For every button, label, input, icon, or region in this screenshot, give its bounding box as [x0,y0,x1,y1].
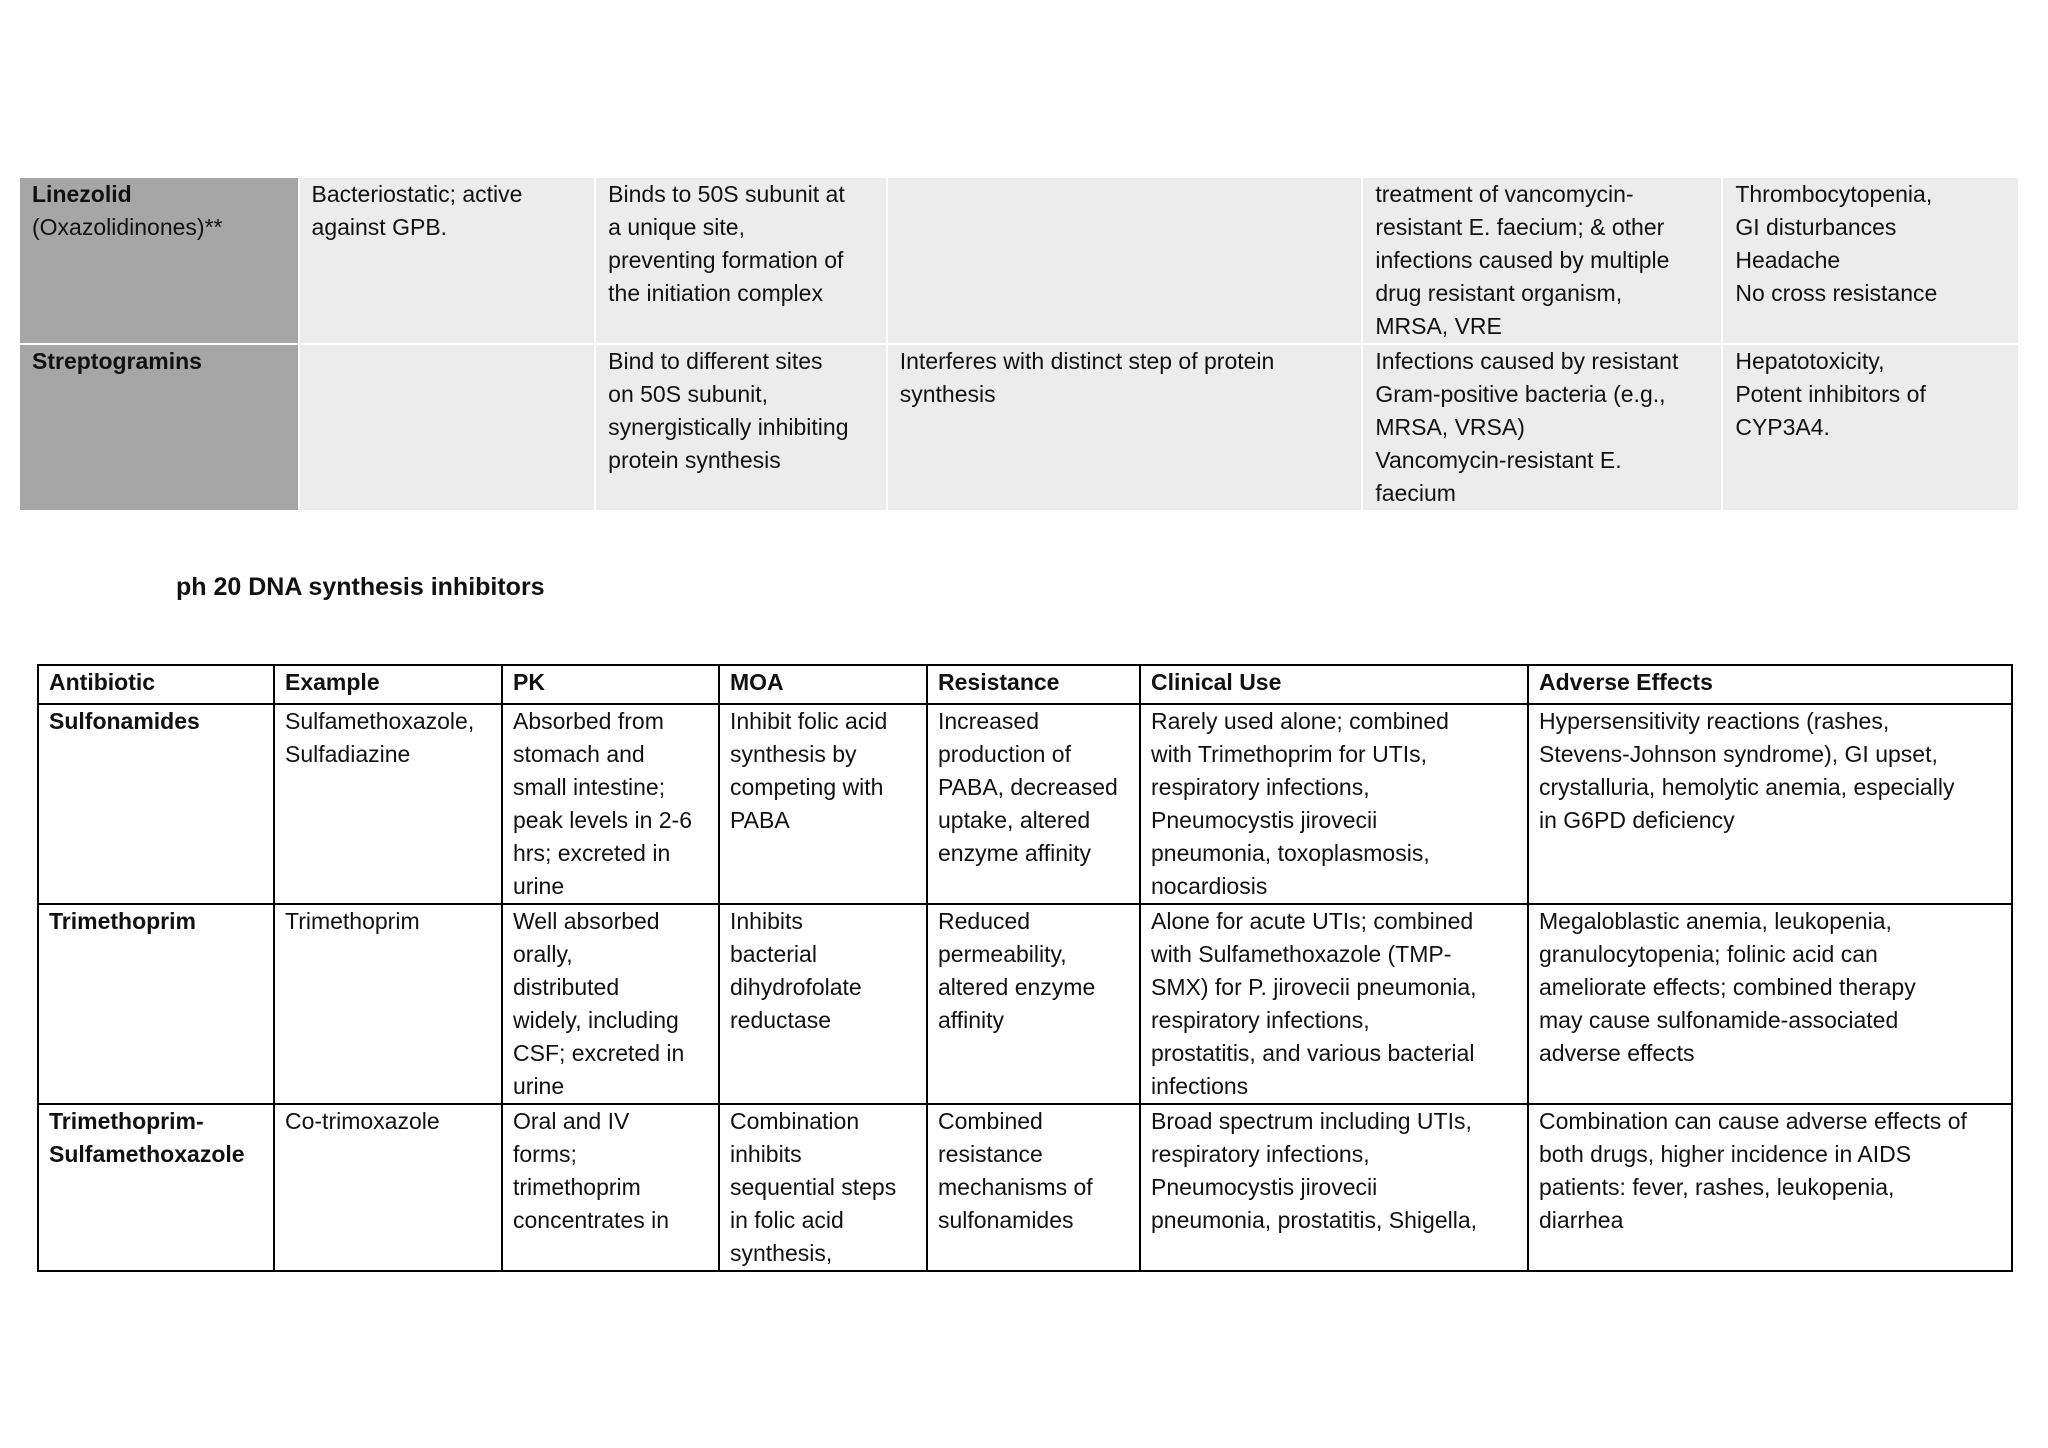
section-heading: ph 20 DNA synthesis inhibitors [176,573,545,601]
table-cell: Hepatotoxicity, Potent inhibitors of CYP3A4. [1722,344,2019,511]
pk-cell: Absorbed from stomach and small intestine; peak levels in 2-6 hrs; excreted in urine [502,704,719,904]
header-resistance: Resistance [927,665,1140,704]
antibiotic-cell: Trimethoprim [38,904,274,1104]
moa-cell: Combination inhibits sequential steps in folic acid synthesis, [719,1104,927,1271]
drug-name-cell [20,178,299,344]
adverse-effects-cell: Combination can cause adverse effects of both drugs, higher incidence in AIDS patients: fever, rashes, leukopenia, diarrhea [1528,1104,2012,1271]
header-moa: MOA [719,665,927,704]
antibiotic-cell: Sulfonamides [38,704,274,904]
pk-cell: Oral and IV forms; trimethoprim concentrates in [502,1104,719,1271]
example-cell: Sulfamethoxazole, Sulfadiazine [274,704,502,904]
table-row-sulfonamides [38,704,2012,904]
pk-cell: Well absorbed orally, distributed widely, including CSF; excreted in urine [502,904,719,1104]
table-row-streptogramins [20,344,2019,511]
table-cell [887,178,1363,344]
adverse-effects-cell: Megaloblastic anemia, leukopenia, granulocytopenia; folinic acid can ameliorate effects; combined therapy may cause sulfonamide-associated adverse effects [1528,904,2012,1104]
table-cell [299,344,596,511]
clinical-use-cell: Broad spectrum including UTIs, respiratory infections, Pneumocystis jirovecii pneumonia, prostatitis, Shigella, [1140,1104,1528,1271]
example-cell: Trimethoprim [274,904,502,1104]
table-cell: Bind to different sites on 50S subunit, synergistically inhibiting protein synthesis [595,344,887,511]
table-cell: Binds to 50S subunit at a unique site, preventing formation of the initiation complex [595,178,887,344]
header-clinical-use: Clinical Use [1140,665,1528,704]
table-header-row [38,665,2012,704]
adverse-effects-cell: Hypersensitivity reactions (rashes, Stevens-Johnson syndrome), GI upset, crystalluria, hemolytic anemia, especially in G6PD deficiency [1528,704,2012,904]
resistance-cell: Increased production of PABA, decreased uptake, altered enzyme affinity [927,704,1140,904]
antibiotic-cell: Trimethoprim- Sulfamethoxazole [38,1104,274,1271]
drug-name-cell: Streptogramins [20,344,299,511]
example-cell: Co-trimoxazole [274,1104,502,1271]
table-row-trimethoprim-sulfamethoxazole [38,1104,2012,1271]
resistance-cell: Reduced permeability, altered enzyme affinity [927,904,1140,1104]
protein-synthesis-table [20,178,2020,512]
clinical-use-cell: Rarely used alone; combined with Trimethoprim for UTIs, respiratory infections, Pneumocystis jirovecii pneumonia, toxoplasmosis, nocardiosis [1140,704,1528,904]
table-cell: Bacteriostatic; active against GPB. [299,178,596,344]
table-row-linezolid [20,178,2019,344]
clinical-use-cell: Alone for acute UTIs; combined with Sulfamethoxazole (TMP- SMX) for P. jirovecii pneumonia, respiratory infections, prostatitis, and various bacterial infections [1140,904,1528,1104]
table-cell: Interferes with distinct step of protein synthesis [887,344,1363,511]
drug-class: (Oxazolidinones)** [32,214,223,240]
table-cell: treatment of vancomycin- resistant E. faecium; & other infections caused by multiple drug resistant organism, MRSA, VRE [1362,178,1722,344]
header-pk: PK [502,665,719,704]
moa-cell: Inhibit folic acid synthesis by competing with PABA [719,704,927,904]
moa-cell: Inhibits bacterial dihydrofolate reductase [719,904,927,1104]
resistance-cell: Combined resistance mechanisms of sulfonamides [927,1104,1140,1271]
table-cell: Infections caused by resistant Gram-positive bacteria (e.g., MRSA, VRSA) Vancomycin-resistant E. faecium [1362,344,1722,511]
header-antibiotic: Antibiotic [38,665,274,704]
dna-synthesis-inhibitors-table [37,664,2013,1272]
table-cell: Thrombocytopenia, GI disturbances Headache No cross resistance [1722,178,2019,344]
drug-name: Linezolid [32,181,132,207]
header-adverse-effects: Adverse Effects [1528,665,2012,704]
header-example: Example [274,665,502,704]
table-row-trimethoprim [38,904,2012,1104]
